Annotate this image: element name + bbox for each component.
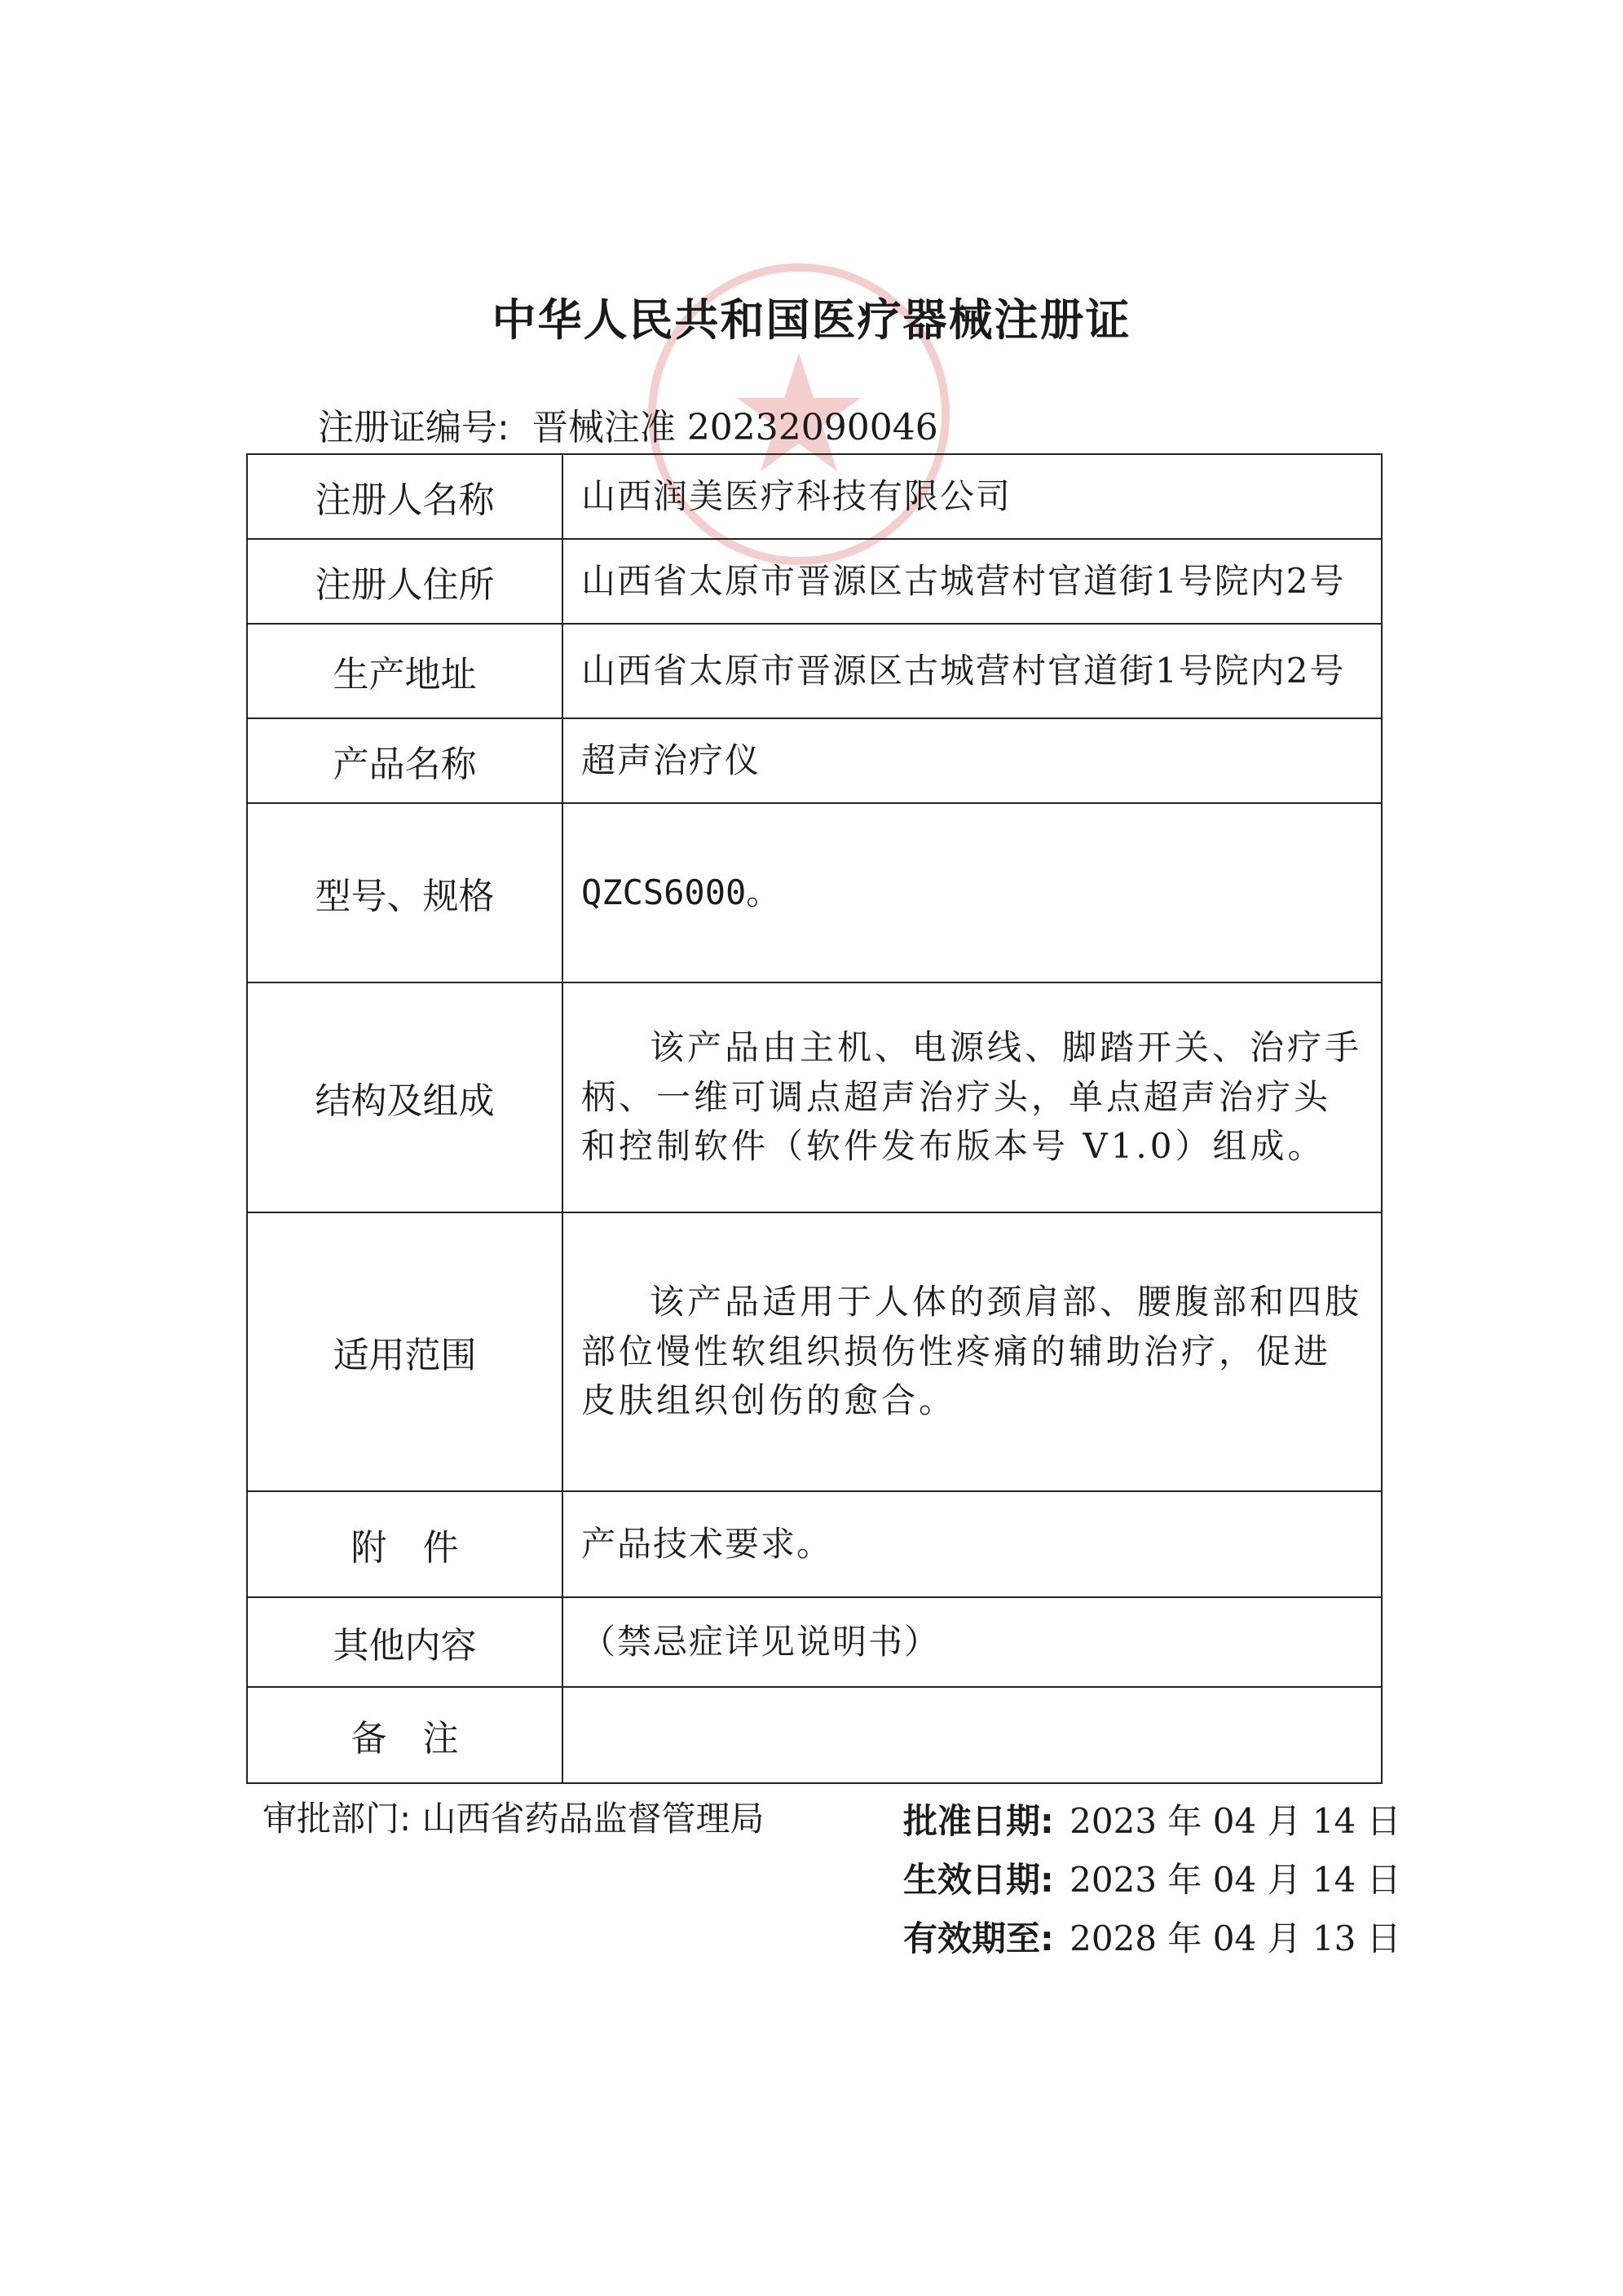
- structure-composition-label: 结构及组成: [247, 982, 562, 1212]
- product-name-label: 产品名称: [247, 718, 562, 803]
- model-spec-value: QZCS6000。: [562, 803, 1382, 982]
- remarks-value: [562, 1687, 1382, 1783]
- approval-department: [262, 1792, 765, 1841]
- table-row: [247, 454, 1382, 539]
- registration-number-value: 晋械注准 20232090046: [531, 407, 938, 448]
- approval-date: [903, 1792, 1401, 1851]
- approval-department-value: 山西省药品监督管理局: [421, 1799, 765, 1839]
- expiry-date-label: 有效期至:: [903, 1918, 1054, 1958]
- registrant-address-label: 注册人住所: [247, 539, 562, 624]
- registration-number-label: 注册证编号:: [318, 407, 509, 448]
- table-row: [247, 1687, 1382, 1783]
- certificate-table: [246, 453, 1383, 1784]
- table-row: [247, 1597, 1382, 1687]
- registrant-address-value: 山西省太原市晋源区古城营村官道街1号院内2号: [562, 539, 1382, 624]
- expiry-date-value: 2028 年 04 月 13 日: [1070, 1918, 1401, 1958]
- document-title: 中华人民共和国医疗器械注册证: [492, 294, 1131, 346]
- attachment-value: 产品技术要求。: [562, 1491, 1382, 1597]
- structure-composition-value: 该产品由主机、电源线、脚踏开关、治疗手柄、一维可调点超声治疗头，单点超声治疗头和控制软件（软件发布版本号 V1.0）组成。: [562, 982, 1382, 1212]
- attachment-label: 附 件: [247, 1491, 562, 1597]
- effective-date-value: 2023 年 04 月 14 日: [1070, 1860, 1401, 1900]
- table-row: [247, 1491, 1382, 1597]
- product-name-value: 超声治疗仪: [562, 718, 1382, 803]
- approval-date-value: 2023 年 04 月 14 日: [1070, 1801, 1401, 1841]
- table-row: [247, 624, 1382, 718]
- production-address-value: 山西省太原市晋源区古城营村官道街1号院内2号: [562, 624, 1382, 718]
- table-row: [247, 718, 1382, 803]
- registrant-name-value: 山西润美医疗科技有限公司: [562, 454, 1382, 539]
- scope-of-application-value: 该产品适用于人体的颈肩部、腰腹部和四肢部位慢性软组织损伤性疼痛的辅助治疗，促进皮肤组织创伤的愈合。: [562, 1212, 1382, 1491]
- other-content-value: （禁忌症详见说明书）: [562, 1597, 1382, 1687]
- expiry-date: [903, 1910, 1401, 1968]
- registration-number: [318, 398, 938, 450]
- table-row: [247, 982, 1382, 1212]
- table-row: [247, 803, 1382, 982]
- effective-date: [903, 1851, 1401, 1910]
- approval-department-label: 审批部门:: [262, 1799, 412, 1839]
- scope-of-application-label: 适用范围: [247, 1212, 562, 1491]
- approval-date-label: 批准日期:: [903, 1801, 1054, 1841]
- remarks-label: 备 注: [247, 1687, 562, 1783]
- production-address-label: 生产地址: [247, 624, 562, 718]
- other-content-label: 其他内容: [247, 1597, 562, 1687]
- table-row: [247, 1212, 1382, 1491]
- table-row: [247, 539, 1382, 624]
- registrant-name-label: 注册人名称: [247, 454, 562, 539]
- date-block: [903, 1792, 1401, 1968]
- model-spec-label: 型号、规格: [247, 803, 562, 982]
- effective-date-label: 生效日期:: [903, 1860, 1054, 1900]
